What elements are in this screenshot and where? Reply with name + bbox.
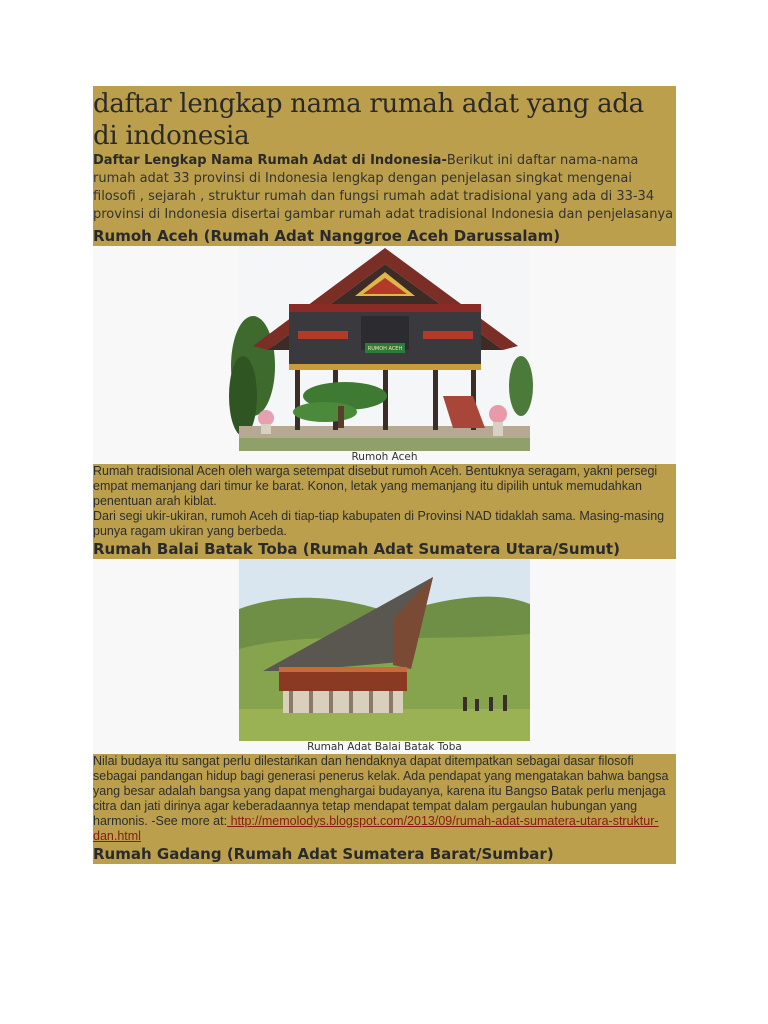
image-rumoh-aceh-wrapper xyxy=(93,246,676,451)
image-caption-batak: Rumah Adat Balai Batak Toba xyxy=(307,741,462,753)
aceh-house-sign: RUMOH ACEH xyxy=(367,346,403,352)
rumoh-aceh-photo xyxy=(93,246,676,451)
aceh-text-block xyxy=(93,464,676,559)
intro-text: Berikut ini daftar nama-nama rumah adat 33 provinsi di Indonesia lengkap dengan penjelasan singkat mengenai filosofi , sejarah , struktur rumah dan fungsi rumah adat tradisional yang ada di 33-34 provinsi di Indonesia disertai gambar rumah adat tradisional Indonesia dan penjelasanya xyxy=(93,153,674,222)
batak-paragraph-text: Nilai budaya itu sangat perlu dilestarikan dan hendaknya dapat ditempatkan sebagai dasar filosofi sebagai pandangan hidup bagi generasi penerus kelak. Ada pendapat yang mengatakan bahwa bangsa yang besar adalah bangsa yang dapat menghargai budayanya, karena itu Bangso Batak perlu menjaga citra dan jati dirinya agar keberadaannya tetap mendapat tempat dalam pergaulan hubungan yang harmonis. -See more at: xyxy=(93,754,669,828)
batak-text-block xyxy=(93,754,676,864)
batak-paragraph xyxy=(93,754,676,844)
aceh-paragraph-1: Rumah tradisional Aceh oleh warga setempat disebut rumoh Aceh. Bentuknya seragam, yakni persegi empat memanjang dari timur ke barat. Konon, letak yang memanjang itu dipilih untuk memudahkan penentuan arah kiblat. xyxy=(93,464,658,508)
caption-wrapper-aceh xyxy=(93,451,676,464)
page-title: daftar lengkap nama rumah adat yang ada di indonesia xyxy=(93,89,644,151)
caption-wrapper-batak xyxy=(93,741,676,754)
intro-block xyxy=(93,86,676,246)
section-heading-gadang: Rumah Gadang (Rumah Adat Sumatera Barat/Sumbar) xyxy=(93,845,554,863)
batak-toba-photo xyxy=(93,559,676,741)
document-page xyxy=(93,86,676,864)
intro-bold-lead: Daftar Lengkap Nama Rumah Adat di Indonesia- xyxy=(93,153,447,168)
see-more-link[interactable]: http://memolodys.blogspot.com/2013/09/rumah-adat-sumatera-utara-struktur-dan.html xyxy=(93,814,659,843)
image-caption-aceh: Rumoh Aceh xyxy=(351,451,418,463)
section-heading-aceh: Rumoh Aceh (Rumah Adat Nanggroe Aceh Darussalam) xyxy=(93,227,561,245)
section-heading-batak: Rumah Balai Batak Toba (Rumah Adat Sumatera Utara/Sumut) xyxy=(93,540,620,558)
image-batak-toba-wrapper xyxy=(93,559,676,741)
aceh-paragraph-2: Dari segi ukir-ukiran, rumoh Aceh di tiap-tiap kabupaten di Provinsi NAD tidaklah sama. Masing-masing punya ragam ukiran yang berbeda. xyxy=(93,509,665,538)
intro-paragraph xyxy=(93,152,676,226)
